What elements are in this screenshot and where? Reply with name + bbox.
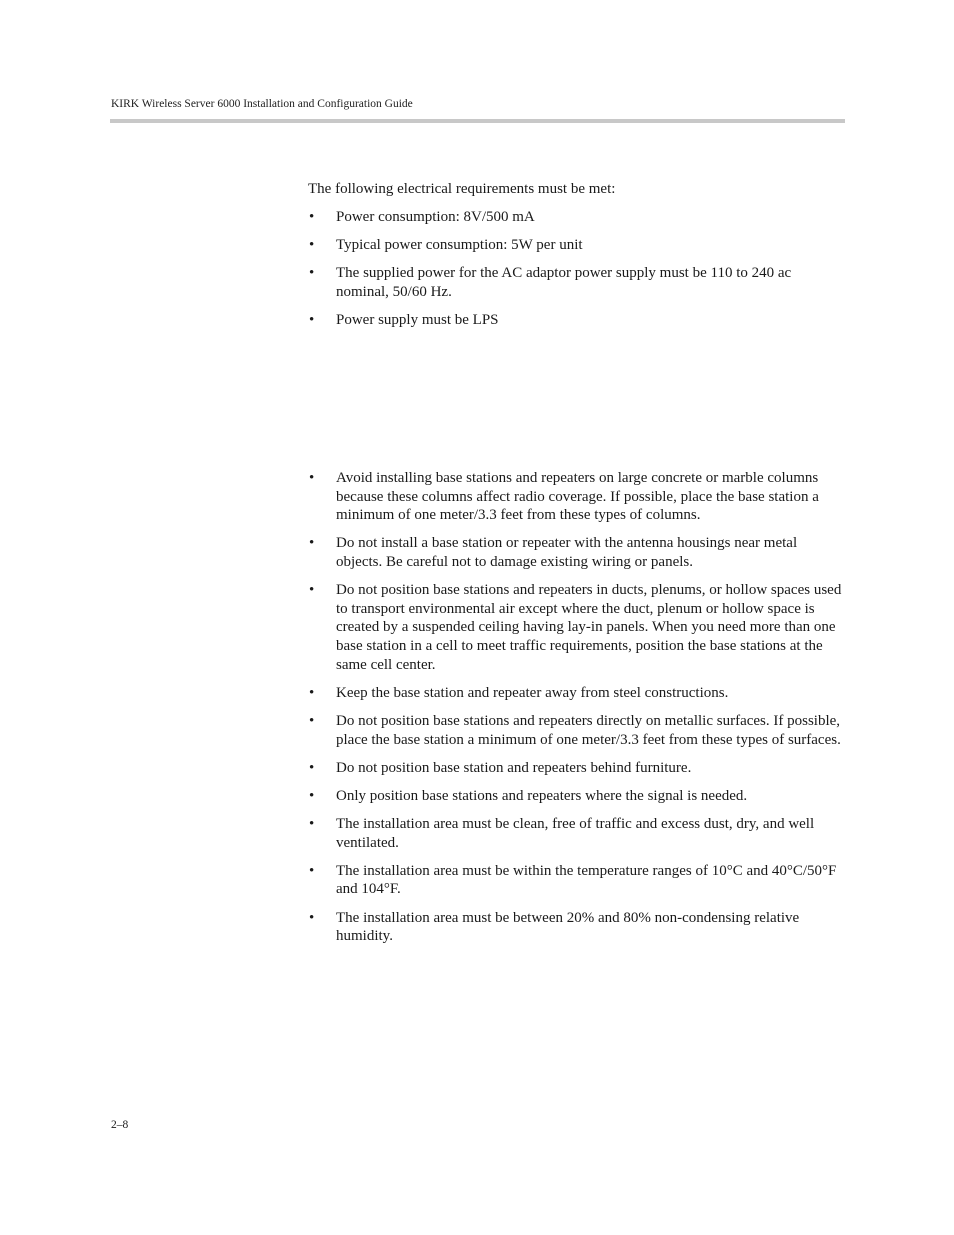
electrical-requirements-list bbox=[308, 208, 844, 339]
list-item-text: Power supply must be LPS bbox=[336, 312, 499, 329]
bullet-marker: • bbox=[309, 816, 315, 833]
electrical-intro: The following electrical requirements must be met: bbox=[308, 181, 616, 197]
bullet-marker: • bbox=[309, 209, 315, 225]
bullet-marker: • bbox=[309, 582, 315, 599]
list-item bbox=[308, 264, 844, 301]
bullet-marker: • bbox=[309, 535, 315, 552]
bullet-marker: • bbox=[309, 712, 315, 729]
list-item-text: The supplied power for the AC adaptor power supply must be 110 to 240 ac nominal, 50/60 Hz. bbox=[336, 265, 792, 300]
bullet-marker: • bbox=[309, 787, 315, 804]
bullet-marker: • bbox=[309, 759, 315, 776]
list-item-text: Only position base stations and repeaters where the signal is needed. bbox=[336, 787, 748, 804]
list-item bbox=[308, 311, 844, 330]
list-item bbox=[308, 815, 844, 852]
list-item-text: Do not position base stations and repeaters directly on metallic surfaces. If possible, place the base station a minimum of one meter/3.3 feet from these types of surfaces. bbox=[336, 712, 841, 748]
bullet-marker: • bbox=[309, 909, 315, 926]
list-item bbox=[308, 469, 844, 525]
bullet-marker: • bbox=[309, 265, 315, 282]
list-item-text: The installation area must be within the temperature ranges of 10°C and 40°C/50°F and 104°F. bbox=[336, 862, 837, 898]
bullet-marker: • bbox=[309, 237, 315, 254]
placement-guidelines-list bbox=[308, 469, 844, 955]
list-item-text: Do not position base station and repeaters behind furniture. bbox=[336, 759, 692, 776]
bullet-marker: • bbox=[309, 862, 315, 879]
list-item bbox=[308, 759, 844, 778]
list-item bbox=[308, 236, 844, 255]
header-rule bbox=[110, 119, 845, 123]
bullet-marker: • bbox=[309, 312, 315, 329]
list-item-text: Typical power consumption: 5W per unit bbox=[336, 237, 583, 254]
page-number: 2–8 bbox=[111, 1119, 129, 1131]
list-item bbox=[308, 581, 844, 674]
list-item bbox=[308, 208, 844, 227]
list-item bbox=[308, 534, 844, 571]
list-item bbox=[308, 684, 844, 703]
list-item-text: Do not install a base station or repeater with the antenna housings near metal objects. Be careful not to damage existing wiring or panels. bbox=[336, 535, 798, 570]
list-item-text: Do not position base stations and repeaters in ducts, plenums, or hollow spaces used to transport environmental air except where the duct, plenum or hollow space is created by a suspended ceiling having lay-in panels. When you need more than one base station in a cell to meet traffic requirements, position the base stations at the same cell center. bbox=[336, 582, 842, 673]
running-header: KIRK Wireless Server 6000 Installation and Configuration Guide bbox=[111, 98, 413, 110]
list-item-text: The installation area must be between 20% and 80% non-condensing relative humidity. bbox=[336, 909, 800, 945]
list-item-text: Keep the base station and repeater away from steel constructions. bbox=[336, 684, 729, 701]
list-item bbox=[308, 787, 844, 806]
list-item-text: Avoid installing base stations and repeaters on large concrete or marble columns because these columns affect radio coverage. If possible, place the base station a minimum of one meter/3.3 feet from these types of columns. bbox=[336, 470, 819, 524]
list-item-text: Power consumption: 8V/500 mA bbox=[336, 209, 535, 225]
list-item-text: The installation area must be clean, free of traffic and excess dust, dry, and well ventilated. bbox=[336, 816, 815, 851]
bullet-marker: • bbox=[309, 684, 315, 701]
list-item bbox=[308, 909, 844, 946]
bullet-marker: • bbox=[309, 470, 315, 486]
list-item bbox=[308, 862, 844, 899]
list-item bbox=[308, 712, 844, 749]
